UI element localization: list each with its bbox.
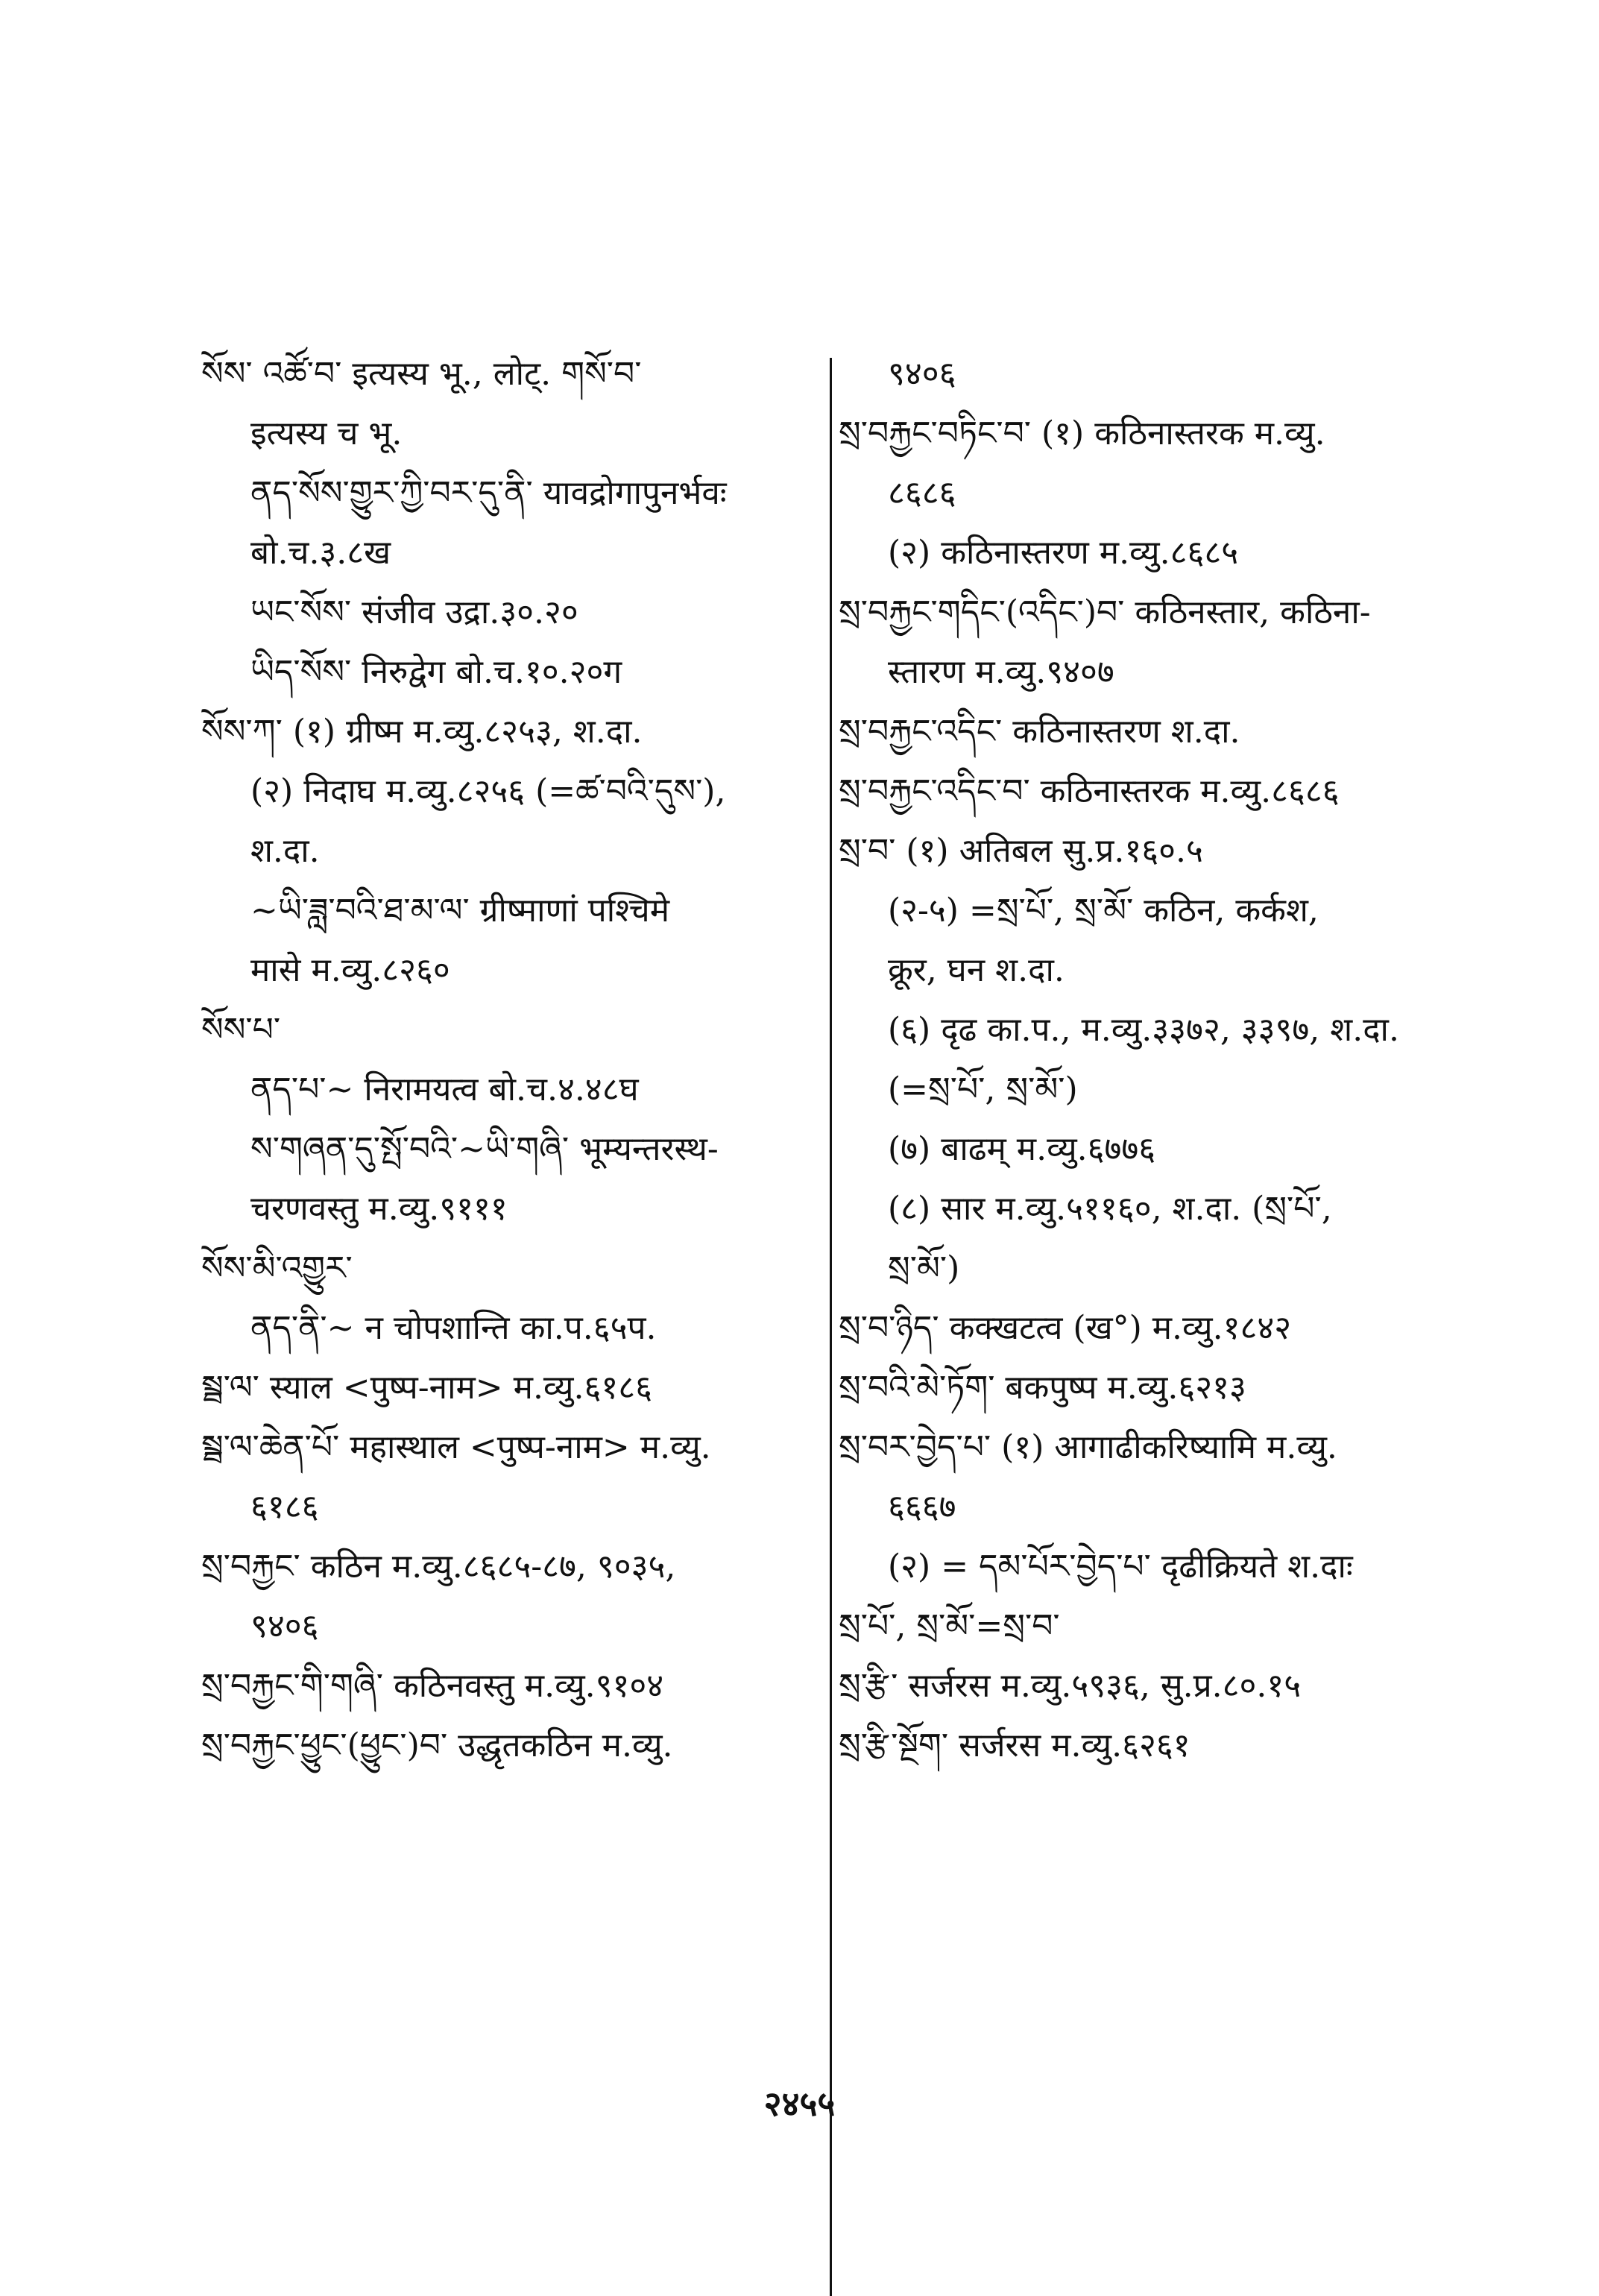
dictionary-entry-line: ནད་པ་~ निरामयत्व बो.च.४.४८घ (250, 1070, 639, 1108)
dictionary-entry-line: इत्यस्य च भू. (250, 414, 403, 452)
dictionary-entry-line: (२) कठिनास्तरण म.व्यु.८६८५ (888, 534, 1239, 572)
dictionary-entry-line: སྲ་བརྐྱང་གདིང་(འདིང་)བ་ कठिनस्तार, कठिना- (839, 593, 1371, 631)
dictionary-entry-line: ९४०६ (888, 355, 956, 393)
dictionary-entry-line: मासे म.व्यु.८२६० (250, 951, 450, 989)
dictionary-entry-line: སོས་མི་འགྱུར་ (201, 1249, 353, 1287)
dictionary-entry-line: श.दा. (250, 832, 320, 870)
dictionary-entry-line: སྲ་བའི་མེ་ཏོག་ बकपुष्प म.व्यु.६२१३ (839, 1369, 1246, 1407)
left-column (201, 355, 842, 1789)
dictionary-entry-line: སྲ་བརྐྱང་འདིང་ कठिनास्तरण श.दा. (839, 713, 1240, 751)
dictionary-entry-line: ~ཡི་ཟླ་བའི་ཐ་མ་ལ་ ग्रीष्माणां पश्चिमे (250, 892, 670, 930)
dictionary-entry-line: ६१८६ (250, 1488, 319, 1526)
dictionary-entry-line: སྲ་བརྐྱང་ཕྱུང་(ཕྱུང་)བ་ उद्धृतकठिन म.व्यु. (201, 1726, 673, 1764)
dictionary-entry-line: སྲྦ་ལ་ཆེན་པོ་ महास्थाल <पुष्प-नाम> म.व्यु. (201, 1428, 711, 1466)
dictionary-entry-line: སྲ་རྩི་སྔོག་ सर्जरस म.व्यु.६२६१ (839, 1726, 1190, 1764)
dictionary-entry-line: ས་གཞན་དུ་སྤོ་བའི་~ཡི་གཞི་ भूम्यन्तरस्थ- (250, 1130, 719, 1168)
dictionary-entry-line: बो.च.३.८ख (250, 534, 391, 572)
dictionary-entry-line: སྲ་བརྐྱང་གི་གཞི་ कठिनवस्तु म.व्यु.९१०४ (201, 1667, 664, 1705)
dictionary-entry-line: ནད་ནི་~ न चोपशान्ति का.प.६५प. (250, 1309, 657, 1347)
dictionary-entry-line: སྲ་བ་ཉིད་ कक्खटत्व (ख°) म.व्यु.१८४२ (839, 1309, 1292, 1347)
dictionary-entry-line: ཡིད་སོས་ निरुद्वेग बो.च.१०.२०ग (250, 653, 622, 691)
dictionary-entry-line: ཡང་སོས་ संजीव उद्रा.३०.२० (250, 593, 578, 631)
dictionary-entry-line: སྲ་རྩི་ सर्जरस म.व्यु.५९३६, सु.प्र.८०.१५ (839, 1667, 1302, 1705)
dictionary-entry-line: སྲ་བ་ (१) अतिबल सु.प्र.१६०.५ (839, 832, 1203, 870)
dictionary-entry-line: ६६६७ (888, 1488, 956, 1526)
dictionary-entry-line: སྲ་མོ་) (888, 1249, 960, 1287)
dictionary-entry-line: སྲ་བརྐྱང་བཏིང་བ་ (१) कठिनास्तरक म.व्यु. (839, 414, 1325, 452)
dictionary-entry-line: སྲ་བརྐྱང་ कठिन म.व्यु.८६८५-८७, ९०३५, (201, 1548, 676, 1586)
dictionary-entry-line: སོས་ འཚོ་བ་ इत्यस्य भू., लोट्. གསོ་བ་ (201, 355, 642, 393)
dictionary-entry-line: स्तारण म.व्यु.९४०७ (888, 653, 1114, 691)
dictionary-entry-line: (=སྲ་པོ་, སྲ་མོ་) (888, 1070, 1078, 1108)
dictionary-entry-line: ནད་སོས་གྱུར་ཀྱི་བར་དུ་ནི་ यावद्रोगापुनर्भवः (250, 474, 727, 512)
dictionary-entry-line: ९४०६ (250, 1607, 319, 1645)
dictionary-entry-line: སོས་ཀ་ (१) ग्रीष्म म.व्यु.८२५३, श.दा. (201, 713, 643, 751)
right-column (839, 355, 1480, 1789)
dictionary-entry-line: སོས་པ་ (201, 1011, 281, 1049)
column-divider (830, 358, 832, 2296)
dictionary-entry-line: (८) सार म.व्यु.५११६०, श.दा. (སྲ་པོ་, (888, 1190, 1332, 1228)
dictionary-entry-line: སྲ་བར་བྱེད་པ་ (१) आगाढीकरिष्यामि म.व्यु. (839, 1428, 1337, 1466)
dictionary-entry-line: སྲ་པོ་, སྲ་མོ་=སྲ་བ་ (839, 1607, 1060, 1645)
dictionary-entry-line: चरणवस्तु म.व्यु.९१११ (250, 1190, 508, 1228)
dictionary-entry-line: (७) बाढम् म.व्यु.६७७६ (888, 1130, 1156, 1168)
page-number: २४५५ (763, 2084, 836, 2124)
dictionary-entry-line: ८६८६ (888, 474, 956, 512)
dictionary-entry-line: (२) = དམ་པོར་བྱེད་པ་ दृढीक्रियते श.दाः (888, 1548, 1353, 1586)
dictionary-entry-line: (२-५) =སྲ་པོ་, སྲ་མོ་ कठिन, कर्कश, (888, 892, 1319, 930)
dictionary-entry-line: क्रूर, घन श.दा. (888, 951, 1065, 989)
dictionary-entry-line: (६) दृढ का.प., म.व्यु.३३७२, ३३९७, श.दा. (888, 1011, 1399, 1049)
dictionary-entry-line: (२) निदाघ म.व्यु.८२५६ (=ཚ་བའི་དུས་), (250, 772, 726, 810)
dictionary-entry-line: སྲ་བརྐྱང་འདིང་བ་ कठिनास्तरक म.व्यु.८६८६ (839, 772, 1340, 810)
dictionary-entry-line: སྲྦ་ལ་ स्याल <पुष्प-नाम> म.व्यु.६१८६ (201, 1369, 653, 1407)
